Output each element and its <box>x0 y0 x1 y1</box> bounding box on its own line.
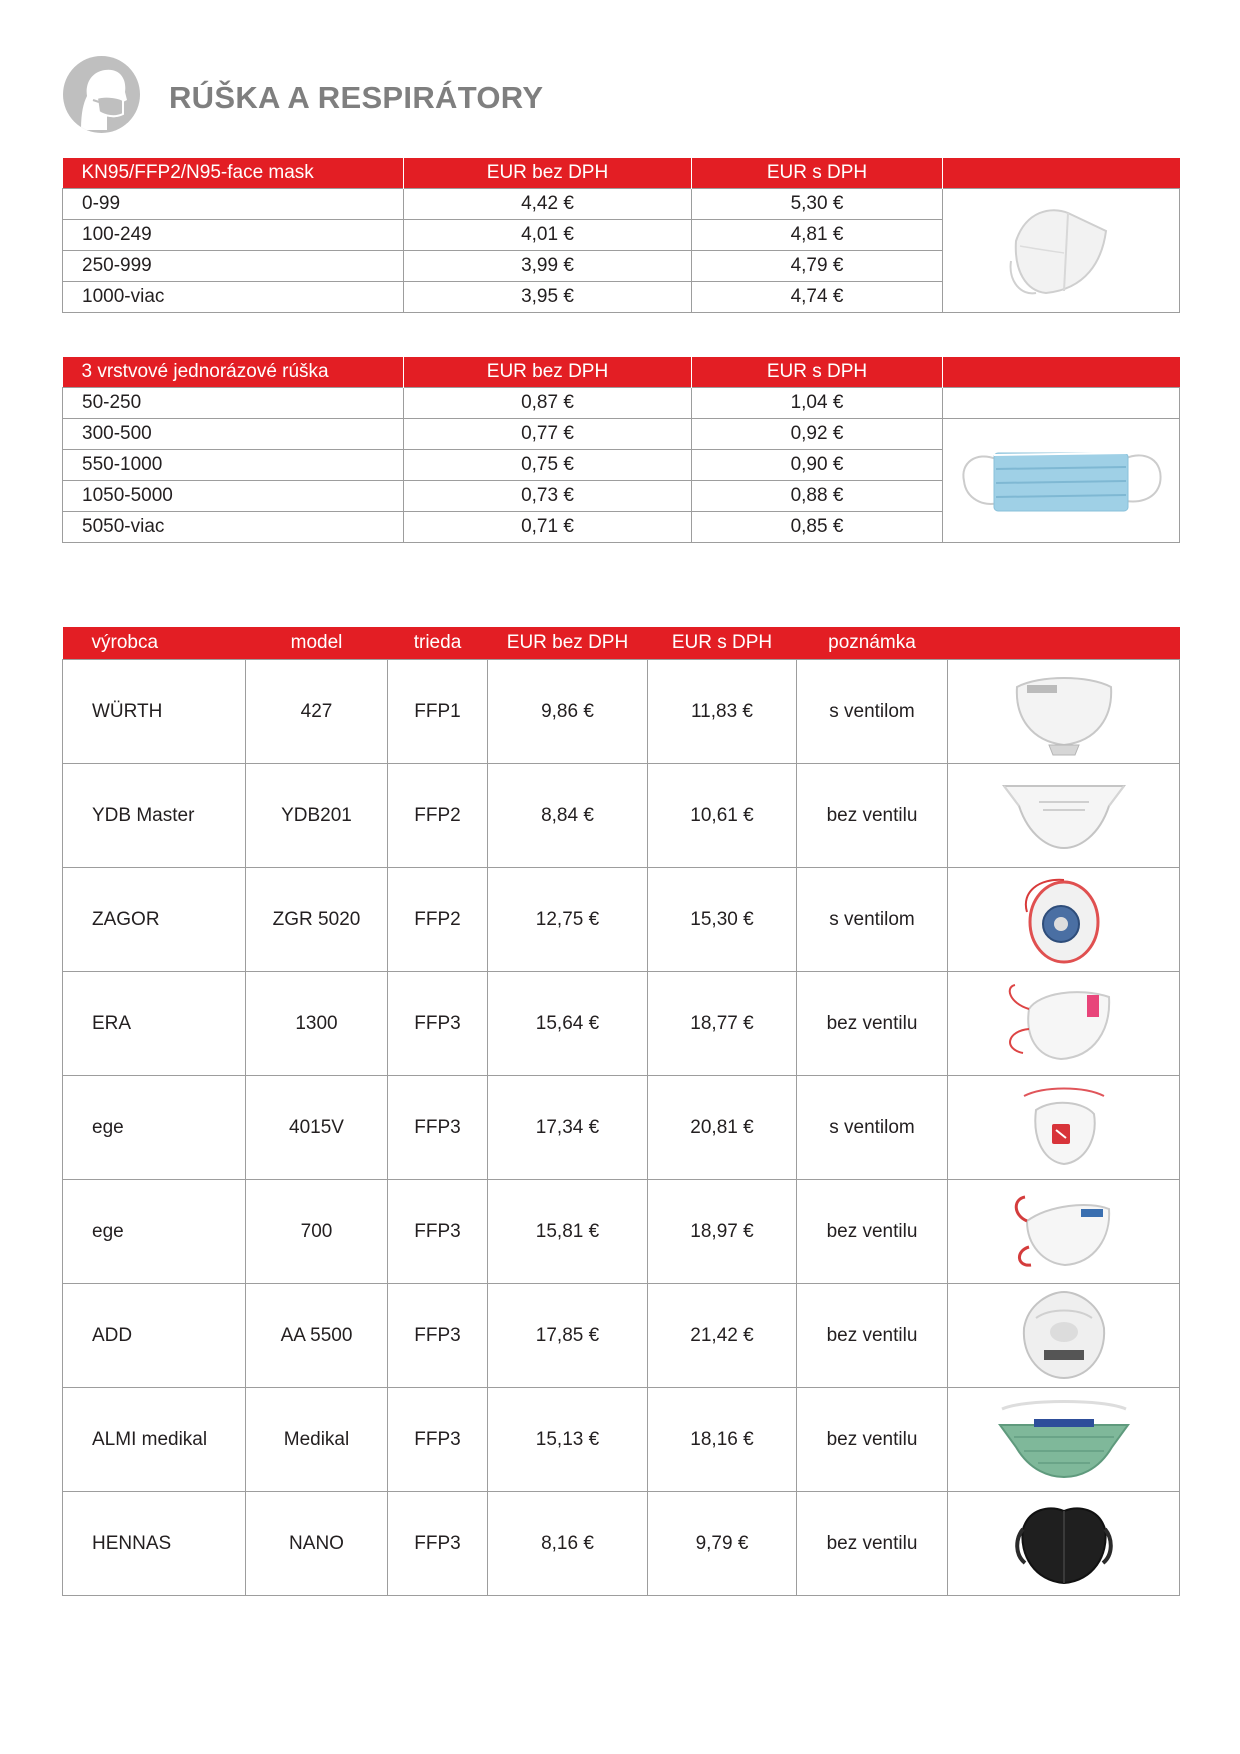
header-eur-gross: EUR s DPH <box>648 627 797 660</box>
note-cell: bez ventilu <box>797 1180 948 1284</box>
note-cell: s ventilom <box>797 868 948 972</box>
price-gross: 0,88 € <box>692 481 943 512</box>
header-product: 3 vrstvové jednorázové rúška <box>63 357 404 388</box>
quantity-range: 1050-5000 <box>63 481 404 512</box>
kn95-mask-image <box>943 189 1180 313</box>
maker-cell: ege <box>63 1180 246 1284</box>
price-net: 0,73 € <box>404 481 692 512</box>
price-gross: 18,16 € <box>648 1388 797 1492</box>
header-eur-gross: EUR s DPH <box>692 158 943 189</box>
page-title: RÚŠKA A RESPIRÁTORY <box>169 80 544 115</box>
maker-cell: WÜRTH <box>63 660 246 764</box>
model-cell: AA 5500 <box>246 1284 388 1388</box>
price-net: 15,13 € <box>488 1388 648 1492</box>
price-net: 3,99 € <box>404 251 692 282</box>
maker-cell: ege <box>63 1076 246 1180</box>
table-header-row <box>63 357 1180 388</box>
note-cell: bez ventilu <box>797 1284 948 1388</box>
quantity-range: 0-99 <box>63 189 404 220</box>
price-gross: 0,85 € <box>692 512 943 543</box>
model-cell: 4015V <box>246 1076 388 1180</box>
price-gross: 4,81 € <box>692 220 943 251</box>
price-net: 8,16 € <box>488 1492 648 1596</box>
maker-cell: HENNAS <box>63 1492 246 1596</box>
price-gross: 18,97 € <box>648 1180 797 1284</box>
table-row <box>63 868 1180 972</box>
price-net: 0,75 € <box>404 450 692 481</box>
ege-4015v-respirator-image <box>948 1076 1180 1180</box>
header-class: trieda <box>388 627 488 660</box>
maker-cell: ALMI medikal <box>63 1388 246 1492</box>
class-cell: FFP2 <box>388 764 488 868</box>
surgical-mask-image <box>943 419 1180 543</box>
table-row <box>63 388 1180 419</box>
price-gross: 11,83 € <box>648 660 797 764</box>
price-gross: 4,79 € <box>692 251 943 282</box>
price-net: 4,42 € <box>404 189 692 220</box>
model-cell: 427 <box>246 660 388 764</box>
price-net: 17,34 € <box>488 1076 648 1180</box>
price-net: 0,77 € <box>404 419 692 450</box>
respirator-price-table <box>62 627 1180 1596</box>
table-row <box>63 1284 1180 1388</box>
price-net: 0,87 € <box>404 388 692 419</box>
face-mask-icon <box>63 56 140 133</box>
table-row <box>63 1388 1180 1492</box>
model-cell: NANO <box>246 1492 388 1596</box>
maker-cell: ZAGOR <box>63 868 246 972</box>
header-eur-gross: EUR s DPH <box>692 357 943 388</box>
model-cell: ZGR 5020 <box>246 868 388 972</box>
ydb-respirator-image <box>948 764 1180 868</box>
maker-cell: ADD <box>63 1284 246 1388</box>
price-gross: 1,04 € <box>692 388 943 419</box>
price-gross: 0,92 € <box>692 419 943 450</box>
note-cell: bez ventilu <box>797 764 948 868</box>
class-cell: FFP3 <box>388 1388 488 1492</box>
price-gross: 4,74 € <box>692 282 943 313</box>
price-net: 9,86 € <box>488 660 648 764</box>
add-respirator-image <box>948 1284 1180 1388</box>
note-cell: s ventilom <box>797 660 948 764</box>
table-row <box>63 764 1180 868</box>
table-header-row <box>63 627 1180 660</box>
note-cell: bez ventilu <box>797 1388 948 1492</box>
price-gross: 18,77 € <box>648 972 797 1076</box>
era-respirator-image <box>948 972 1180 1076</box>
header-note: poznámka <box>797 627 948 660</box>
class-cell: FFP3 <box>388 1284 488 1388</box>
header-eur-net: EUR bez DPH <box>404 357 692 388</box>
maker-cell: YDB Master <box>63 764 246 868</box>
empty-cell <box>943 388 1180 419</box>
quantity-range: 1000-viac <box>63 282 404 313</box>
price-gross: 21,42 € <box>648 1284 797 1388</box>
disposable-mask-price-table <box>62 357 1180 543</box>
quantity-range: 300-500 <box>63 419 404 450</box>
price-gross: 10,61 € <box>648 764 797 868</box>
model-cell: YDB201 <box>246 764 388 868</box>
price-net: 15,81 € <box>488 1180 648 1284</box>
table-row <box>63 1076 1180 1180</box>
price-gross: 15,30 € <box>648 868 797 972</box>
header-product: KN95/FFP2/N95-face mask <box>63 158 404 189</box>
header-maker: výrobca <box>63 627 246 660</box>
price-net: 3,95 € <box>404 282 692 313</box>
ege-700-respirator-image <box>948 1180 1180 1284</box>
price-net: 4,01 € <box>404 220 692 251</box>
table-row <box>63 1492 1180 1596</box>
price-net: 0,71 € <box>404 512 692 543</box>
price-net: 8,84 € <box>488 764 648 868</box>
model-cell: 700 <box>246 1180 388 1284</box>
note-cell: bez ventilu <box>797 972 948 1076</box>
price-gross: 5,30 € <box>692 189 943 220</box>
quantity-range: 250-999 <box>63 251 404 282</box>
zagor-respirator-image <box>948 868 1180 972</box>
class-cell: FFP3 <box>388 1180 488 1284</box>
model-cell: 1300 <box>246 972 388 1076</box>
table-row <box>63 972 1180 1076</box>
class-cell: FFP1 <box>388 660 488 764</box>
quantity-range: 5050-viac <box>63 512 404 543</box>
class-cell: FFP3 <box>388 1492 488 1596</box>
class-cell: FFP2 <box>388 868 488 972</box>
price-gross: 0,90 € <box>692 450 943 481</box>
price-net: 12,75 € <box>488 868 648 972</box>
table-row <box>63 1180 1180 1284</box>
table-row <box>63 660 1180 764</box>
price-net: 17,85 € <box>488 1284 648 1388</box>
note-cell: bez ventilu <box>797 1492 948 1596</box>
table-row <box>63 419 1180 450</box>
class-cell: FFP3 <box>388 972 488 1076</box>
header-image <box>943 357 1180 388</box>
note-cell: s ventilom <box>797 1076 948 1180</box>
quantity-range: 550-1000 <box>63 450 404 481</box>
header-eur-net: EUR bez DPH <box>404 158 692 189</box>
model-cell: Medikal <box>246 1388 388 1492</box>
wurth-respirator-image <box>948 660 1180 764</box>
price-gross: 20,81 € <box>648 1076 797 1180</box>
header-model: model <box>246 627 388 660</box>
quantity-range: 50-250 <box>63 388 404 419</box>
kn95-price-table <box>62 158 1180 313</box>
table-header-row <box>63 158 1180 189</box>
table-row <box>63 189 1180 220</box>
header-image <box>943 158 1180 189</box>
quantity-range: 100-249 <box>63 220 404 251</box>
price-net: 15,64 € <box>488 972 648 1076</box>
class-cell: FFP3 <box>388 1076 488 1180</box>
hennas-mask-image <box>948 1492 1180 1596</box>
maker-cell: ERA <box>63 972 246 1076</box>
price-gross: 9,79 € <box>648 1492 797 1596</box>
header-image <box>948 627 1180 660</box>
almi-respirator-image <box>948 1388 1180 1492</box>
header-eur-net: EUR bez DPH <box>488 627 648 660</box>
